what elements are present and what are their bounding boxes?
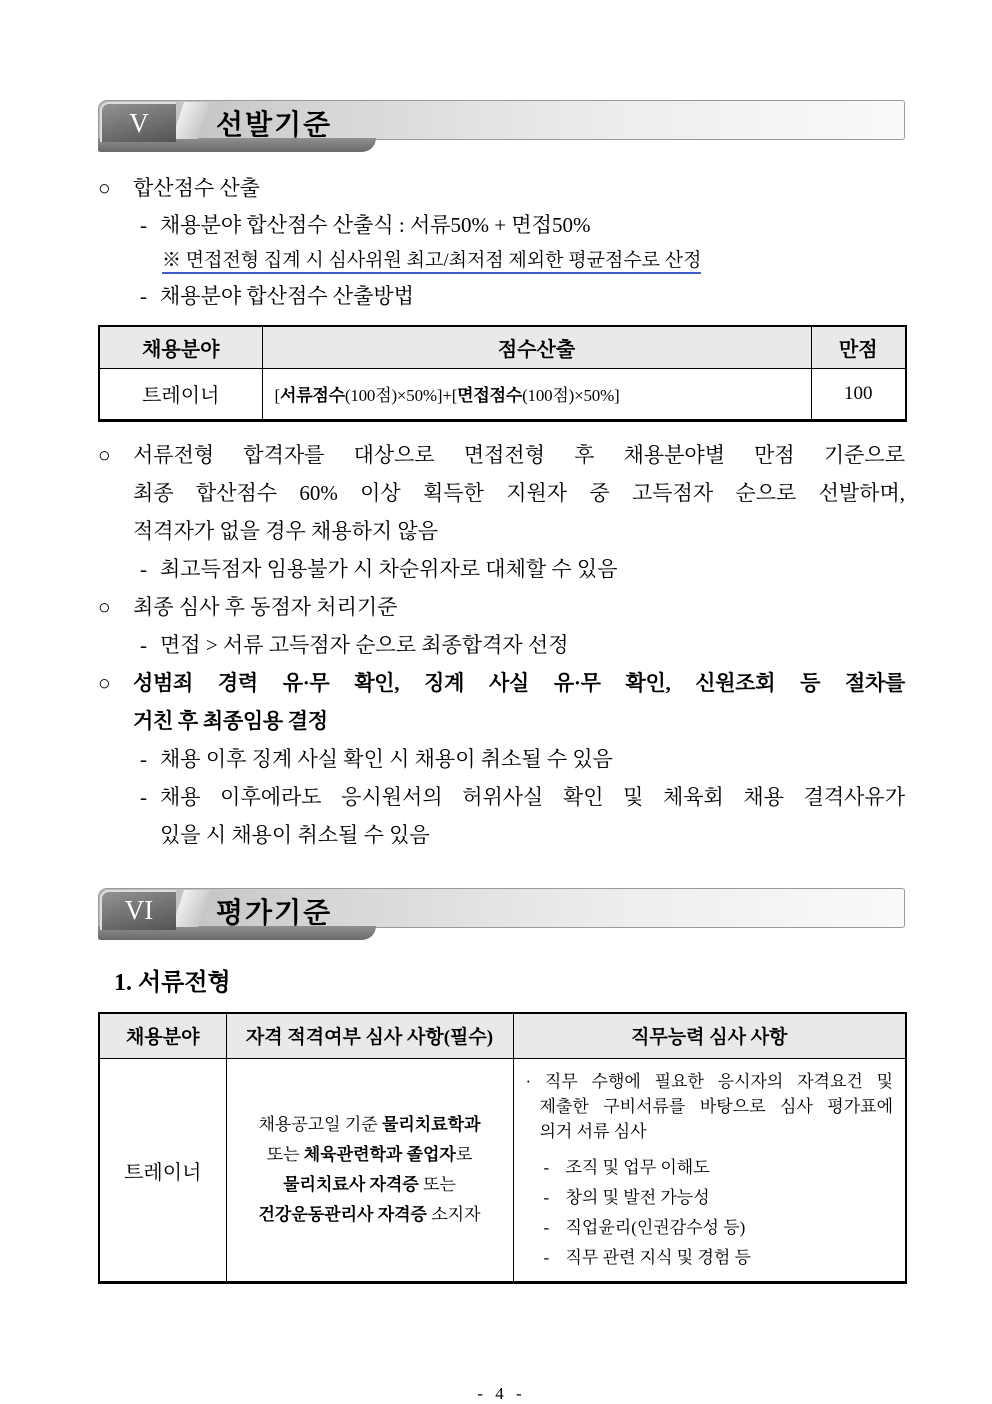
dash-bullet-icon: - bbox=[543, 1158, 550, 1177]
dash-replacement: - 최고득점자 임용불가 시 차순위자로 대체할 수 있음 bbox=[98, 550, 905, 588]
bullet-selection-line2: 최종 합산점수 60% 이상 획득한 지원자 중 고득점자 순으로 선발하며, bbox=[133, 480, 905, 505]
list-item: - 직업윤리(인권감수성 등) bbox=[544, 1213, 894, 1243]
section-vi-title: 평가기준 bbox=[216, 896, 333, 928]
circle-bullet-icon: ○ bbox=[98, 670, 111, 695]
dash-bullet-icon: - bbox=[140, 784, 147, 809]
dash-cancel-1: - 채용 이후 징계 사실 확인 시 채용이 취소될 수 있음 bbox=[98, 740, 905, 778]
score-calc-block bbox=[98, 170, 905, 315]
cell-field: 트레이너 bbox=[99, 1059, 226, 1283]
circle-bullet-icon: ○ bbox=[98, 176, 111, 200]
col-header-competency: 직무능력 심사 사항 bbox=[513, 1013, 906, 1059]
dash-bullet-icon: - bbox=[140, 632, 147, 657]
bullet-tie-break: ○ 최종 심사 후 동점자 처리기준 bbox=[98, 588, 905, 626]
section-v-header bbox=[98, 100, 905, 152]
dash-cancel-2: - 채용 이후에라도 응시원서의 허위사실 확인 및 체육회 채용 결격사유가 bbox=[98, 778, 905, 816]
score-calc-table bbox=[98, 325, 907, 422]
circle-bullet-icon: ○ bbox=[98, 442, 111, 467]
table-header-row bbox=[99, 1013, 906, 1059]
bullet-selection: ○ 서류전형 합격자를 대상으로 면접전형 후 채용분야별 만점 기준으로 bbox=[98, 436, 905, 474]
list-item: - 직무 관련 지식 및 경험 등 bbox=[544, 1243, 894, 1273]
subsection-title: 1. 서류전형 bbox=[114, 969, 231, 996]
col-header-field: 채용분야 bbox=[99, 1013, 226, 1059]
dash-bullet-icon: - bbox=[140, 556, 147, 581]
bullet-background-check-line2: 거친 후 최종임용 결정 bbox=[133, 708, 328, 733]
dash-bullet-icon: - bbox=[543, 1218, 550, 1237]
col-header-qualification: 자격 적격여부 심사 사항(필수) bbox=[226, 1013, 513, 1059]
selection-rules-block bbox=[98, 436, 905, 854]
table-header-row bbox=[99, 326, 906, 368]
cell-competency bbox=[513, 1059, 906, 1283]
col-header-calc: 점수산출 bbox=[262, 326, 811, 368]
interview-note: ※ 면접전형 집계 시 심사위원 최고/최저점 제외한 평균점수로 산정 bbox=[98, 244, 905, 278]
competency-list bbox=[526, 1153, 894, 1273]
dash-tie-break-rule: - 면접 > 서류 고득점자 순으로 최종합격자 선정 bbox=[98, 626, 905, 664]
dash-bullet-icon: - bbox=[543, 1188, 550, 1207]
dash-cancel-2-line2: 있을 시 채용이 취소될 수 있음 bbox=[160, 822, 430, 847]
list-item: - 조직 및 업무 이해도 bbox=[544, 1153, 894, 1183]
bullet-background-check: ○ 성범죄 경력 유·무 확인, 징계 사실 유·무 확인, 신원조회 등 절차를 bbox=[98, 664, 905, 702]
dash-bullet-icon: - bbox=[140, 746, 147, 771]
section-vi-header bbox=[98, 888, 905, 940]
list-item: - 창의 및 발전 가능성 bbox=[544, 1183, 894, 1213]
bullet-sum-score: ○ 합산점수 산출 bbox=[98, 170, 905, 207]
dash-bullet-icon: - bbox=[140, 284, 147, 308]
dash-formula: - 채용분야 합산점수 산출식 : 서류50% + 면접50% bbox=[98, 207, 905, 244]
dash-method: - 채용분야 합산점수 산출방법 bbox=[98, 278, 905, 315]
cell-qualification: 채용공고일 기준 물리치료학과 또는 체육관련학과 졸업자로 물리치료사 자격증 또는 건강운동관리사 자격증 소지자 bbox=[226, 1059, 513, 1283]
table-row bbox=[99, 1059, 906, 1283]
dash-bullet-icon: - bbox=[543, 1248, 550, 1267]
bullet-selection-line3: 적격자가 없을 경우 채용하지 않음 bbox=[133, 518, 439, 543]
table-row bbox=[99, 368, 906, 420]
cell-max-score: 100 bbox=[811, 368, 906, 420]
section-v-badge: V bbox=[100, 102, 176, 142]
evaluation-table bbox=[98, 1012, 907, 1285]
circle-bullet-icon: ○ bbox=[98, 594, 111, 619]
dash-bullet-icon: - bbox=[140, 213, 147, 237]
col-header-max: 만점 bbox=[811, 326, 906, 368]
cell-field: 트레이너 bbox=[99, 368, 262, 420]
page-number: - 4 - bbox=[477, 1384, 526, 1403]
competency-paragraph: · 직무 수행에 필요한 응시자의 자격요건 및 제출한 구비서류를 바탕으로 심사 평가표에 의거 서류 심사 bbox=[525, 1072, 893, 1141]
col-header-field: 채용분야 bbox=[99, 326, 262, 368]
cell-formula: [서류점수(100점)×50%]+[면접점수(100점)×50%] bbox=[262, 368, 811, 420]
section-v-title: 선발기준 bbox=[216, 109, 333, 140]
section-vi-badge: VI bbox=[100, 890, 176, 930]
